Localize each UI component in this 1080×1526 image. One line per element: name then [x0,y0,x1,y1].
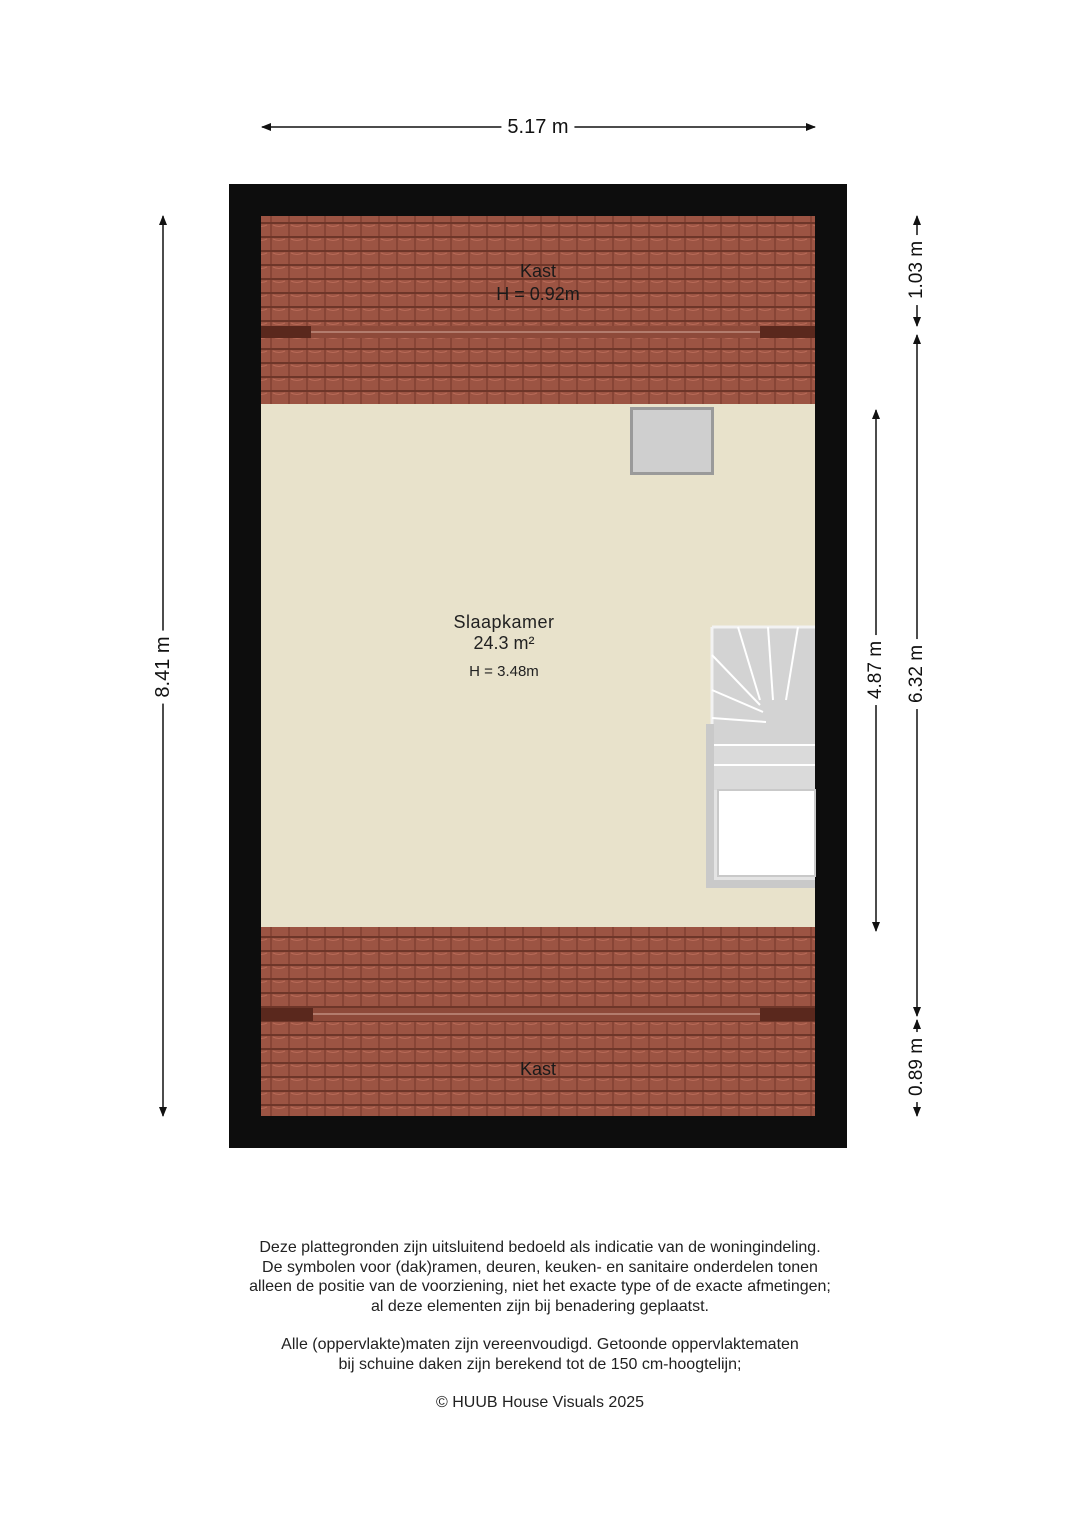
room-name-top-kast: Kast [519,261,557,281]
room-height-slaapkamer: H = 3.48m [469,663,539,680]
disclaimer [0,1238,1080,1413]
skylight [630,407,714,475]
disclaimer-line-1: Deze plattegronden zijn uitsluitend bedoeld als indicatie van de woningindeling. [259,1239,821,1256]
dim-bottom-kast: 0.89 m [906,1032,928,1102]
dim-overall-width: 5.17 m [501,116,574,138]
dim-top-kast: 1.03 m [906,235,928,305]
disclaimer-line-5: Alle (oppervlakte)maten zijn vereenvoudigd. Getoonde oppervlaktematen [281,1336,799,1353]
room-name-bottom-kast: Kast [519,1059,557,1079]
copyright: © HUUB House Visuals 2025 [435,1394,645,1411]
disclaimer-line-4: al deze elementen zijn bij benadering geplaatst. [370,1297,709,1315]
disclaimer-line-2: De symbolen voor (dak)ramen, deuren, keuken- en sanitaire onderdelen tonen [262,1258,818,1276]
room-area-slaapkamer: 24.3 m² [473,633,535,653]
roof-bottom [261,927,815,1116]
room-name-slaapkamer: Slaapkamer [453,612,555,632]
staircase [706,627,815,888]
disclaimer-line-6: bij schuine daken zijn berekend tot de 150 cm-hoogtelijn; [338,1355,742,1373]
disclaimer-line-3: alleen de positie van de voorziening, niet het exacte type of de exacte afmetingen; [249,1278,831,1295]
roof-top [261,216,815,404]
room-height-top-kast: H = 0.92m [496,284,580,304]
dim-overall-depth: 8.41 m [152,630,174,703]
room-label-top-kast [496,260,580,306]
dim-middle: 6.32 m [906,639,928,709]
dim-room-depth: 4.87 m [865,635,887,705]
room-label-slaapkamer [453,612,554,682]
